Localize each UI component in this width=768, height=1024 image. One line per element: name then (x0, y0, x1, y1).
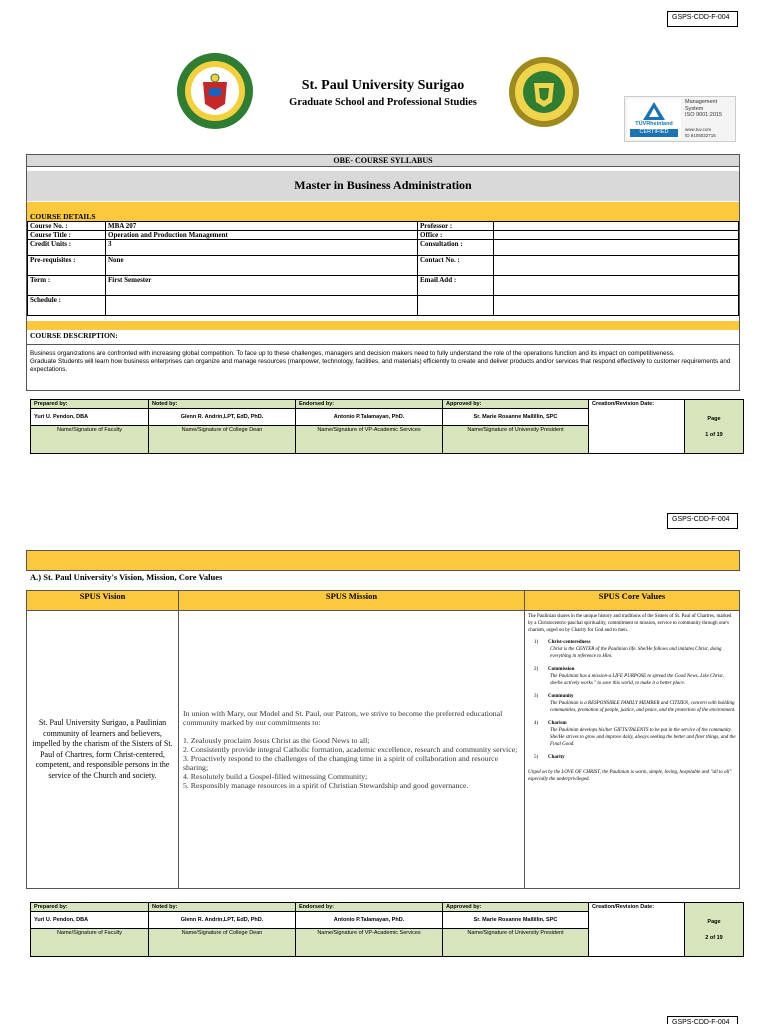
prepared-role: Name/Signature of Faculty (31, 929, 149, 957)
approved-name: Sr. Marie Rosanne Mallillin, SPC (443, 912, 589, 929)
tuv-logo (627, 99, 681, 139)
endorsed-name: Antonio P.Talamayan, PhD. (296, 912, 443, 929)
cert-footer (685, 127, 716, 138)
spus-seal-logo (176, 52, 254, 130)
page-label: Page (707, 415, 721, 422)
prepared-name: Yuri U. Pendon, DBA (31, 912, 149, 929)
core-item-title: Commission (548, 667, 575, 672)
prepared-name: Yuri U. Pendon, DBA (31, 409, 149, 426)
mission-item: 1. Zealously proclaim Jesus Christ as the Good News to all; (183, 736, 370, 745)
revision-label: Creation/Revision Date: (592, 401, 655, 407)
vmv-table (26, 590, 740, 889)
core-item-title: Community (548, 694, 574, 699)
core-item-text: Christ is the CENTER of the Paulinian life. She/He follows and imitates Christ, doing everything in reference to Him. (550, 647, 722, 659)
endorsed-role: Name/Signature of VP-Academic Services (296, 426, 443, 454)
school-name: Graduate School and Professional Studies (289, 97, 477, 108)
signature-table-2 (30, 902, 744, 957)
core-item-text: The Paulinian has a mission-a LIFE PURPOSE to spread the Good News. Like Christ, she/he actively works " to save this world, to make it a better place. (550, 674, 724, 686)
credit-units-label: Credit Units : (28, 240, 106, 256)
office-label: Office : (418, 231, 494, 240)
noted-name: Glenn R. Andrin,LPT, EdD, PhD. (149, 409, 296, 426)
consultation-value (494, 240, 739, 256)
yellow-banner (26, 550, 740, 571)
iso-certification-badge (624, 96, 736, 142)
core-item-title: Charism (548, 721, 567, 726)
endorsed-role: Name/Signature of VP-Academic Services (296, 929, 443, 957)
mission-intro: In union with Mary, our Model and St. Paul, our Patron, we strive to become the preferred educational community marked by our commitments to: (183, 709, 503, 727)
detail-row (28, 222, 739, 231)
revision-date-cell (589, 903, 685, 957)
cert-details (685, 99, 722, 119)
syllabus-title: OBE- COURSE SYLLABUS (27, 155, 739, 167)
blank-label (418, 296, 494, 316)
description-paragraph-2: Graduate Students will learn how business enterprises can organize and manage resources (manpower, technology, facilities, and materials) efficiently to create and deliver products and/or services that respond effectively to customer requirements and expectations. (30, 358, 731, 373)
certified-label: CERTIFIED (630, 129, 678, 137)
yellow-band-top (27, 202, 739, 212)
description-paragraph-1: Business organizations are confronted with increasing global competition. To face up to these challenges, managers and decision makers need to fully understand the role of the operations function and its impact on competitiveness. (30, 350, 675, 357)
tuv-triangle-icon (642, 101, 666, 121)
mission-cell (179, 611, 525, 889)
doc-code-box-3 (667, 1016, 738, 1024)
vision-text: St. Paul University Surigao, a Paulinian community of learners and believers, impelled by the charism of the Sisters of St. Paul of Chartres, form Christ-centered, competent, and responsible persons in the service of the Church and society. (32, 718, 173, 780)
signature-table-1 (30, 399, 744, 454)
approved-label: Approved by: (443, 400, 589, 409)
approved-label: Approved by: (443, 903, 589, 912)
endorsed-label: Endorsed by: (296, 400, 443, 409)
core-values-cell (525, 611, 740, 889)
page-number: 1 of 19 (705, 431, 723, 438)
course-details-heading: COURSE DETAILS (27, 212, 739, 221)
prepared-label: Prepared by: (31, 903, 149, 912)
core-item-num: 2) (534, 667, 539, 672)
header-title-block (250, 78, 516, 108)
email-label: Email Add : (418, 276, 494, 296)
blank-value (494, 296, 739, 316)
course-details-table (27, 221, 739, 316)
detail-row (28, 256, 739, 276)
yellow-band-mid (27, 321, 739, 330)
contact-no-value (494, 256, 739, 276)
endorsed-label: Endorsed by: (296, 903, 443, 912)
doc-code-box-2 (667, 513, 738, 529)
cert-url: www.tuv.com (685, 127, 712, 132)
page-number: 2 of 19 (705, 934, 723, 941)
core-item-text: The Paulinian develops his/her GIFTS/TALENTS to be put in the service of the community. She/He strives to grow and improve daily, always seeking the better and finer things, and the Final Good. (550, 728, 736, 747)
schedule-value (106, 296, 418, 316)
course-description-heading: COURSE DESCRIPTION: (27, 330, 739, 345)
core-item-num: 4) (534, 721, 539, 726)
approved-role: Name/Signature of University President (443, 426, 589, 454)
course-title-value: Operation and Production Management (106, 231, 418, 240)
detail-row (28, 240, 739, 256)
university-name: St. Paul University Surigao (301, 78, 465, 93)
core-item-title: Christ-centeredness (548, 640, 591, 645)
noted-name: Glenn R. Andrin,LPT, EdD, PhD. (149, 912, 296, 929)
credit-units-value: 3 (106, 240, 418, 256)
mission-item: 4. Resolutely build a Gospel-filled witnessing Community; (183, 772, 368, 781)
core-item-text: The Paulinian is a RESPONSIBLE FAMILY MEMBER and CITIZEN, concern with building communities, promotion of people, justice, and peace, and the protection of the environment. (550, 701, 736, 713)
core-values-header: SPUS Core Values (525, 591, 740, 611)
mission-text (183, 709, 520, 790)
core-intro: The Paulinian shares in the unique history and traditions of the Sisters of St. Paul of Chartres, marked by a Christocentric-paschal spirituality, commitment to mission, service to community through one's charism, urged on by Charity for God and to men. (528, 614, 732, 633)
core-item (528, 754, 736, 761)
program-title: Master in Business Administration (27, 171, 739, 201)
doc-code-2: GSPS-CDD-F-004 (672, 516, 730, 523)
cert-line3: ISO 9001:2015 (685, 112, 723, 118)
noted-role: Name/Signature of College Dean (149, 426, 296, 454)
page-cell (685, 903, 744, 957)
prepared-label: Prepared by: (31, 400, 149, 409)
doc-code: GSPS-CDD-F-004 (672, 14, 730, 21)
doc-code-box (667, 11, 738, 27)
cert-line2: System (685, 105, 704, 112)
mission-item: 3. Proactively respond to the challenges of the changing time in a spirit of collaboration and resource sharing; (183, 754, 499, 772)
prerequisites-label: Pre-requisites : (28, 256, 106, 276)
core-item (528, 639, 736, 660)
term-label: Term : (28, 276, 106, 296)
course-no-label: Course No. : (28, 222, 106, 231)
course-description (30, 350, 736, 374)
course-title-label: Course Title : (28, 231, 106, 240)
professor-label: Professor : (418, 222, 494, 231)
core-item-title: Charity (548, 755, 565, 760)
mission-item: 5. Responsibly manage resources in a spirit of Christian Stewardship and good governance. (183, 781, 469, 790)
contact-no-label: Contact No. : (418, 256, 494, 276)
core-item-num: 1) (534, 640, 539, 645)
cert-id: ID 9105032716 (685, 132, 716, 138)
tuv-brand: TÜVRheinland (635, 121, 673, 127)
syllabus-frame (26, 154, 740, 391)
email-value (494, 276, 739, 296)
core-item (528, 693, 736, 714)
noted-role: Name/Signature of College Dean (149, 929, 296, 957)
prerequisites-value: None (106, 256, 418, 276)
vision-header: SPUS Vision (27, 591, 179, 611)
gsps-seal-logo (508, 56, 580, 128)
term-value: First Semester (106, 276, 418, 296)
doc-code-3: GSPS-CDD-F-004 (672, 1019, 730, 1024)
professor-value (494, 222, 739, 231)
page-label: Page (707, 918, 721, 925)
approved-name: Sr. Marie Rosanne Mallillin, SPC (443, 409, 589, 426)
detail-row (28, 296, 739, 316)
office-value (494, 231, 739, 240)
core-item-num: 3) (534, 694, 539, 699)
detail-row (28, 276, 739, 296)
revision-date-cell (589, 400, 685, 454)
mission-header: SPUS Mission (179, 591, 525, 611)
core-item (528, 720, 736, 748)
endorsed-name: Antonio P.Talamayan, PhD. (296, 409, 443, 426)
vmv-heading: A.) St. Paul University's Vision, Mission, Core Values (30, 572, 223, 582)
core-item-num: 5) (534, 755, 539, 760)
cert-line1: Management (685, 99, 718, 105)
vision-cell (27, 611, 179, 889)
core-outro: Urged on by the LOVE OF CHRIST, the Paulinian is warm, simple, loving, hospitable and "all to all" especially the underprivileged. (528, 770, 732, 782)
approved-role: Name/Signature of University President (443, 929, 589, 957)
revision-label: Creation/Revision Date: (592, 904, 655, 910)
course-no-value: MBA 207 (106, 222, 418, 231)
noted-label: Noted by: (149, 400, 296, 409)
core-item (528, 666, 736, 687)
consultation-label: Consultation : (418, 240, 494, 256)
prepared-role: Name/Signature of Faculty (31, 426, 149, 454)
detail-row (28, 231, 739, 240)
schedule-label: Schedule : (28, 296, 106, 316)
noted-label: Noted by: (149, 903, 296, 912)
mission-item: 2. Consistently provide integral Catholic formation, academic excellence, research and community service; (183, 745, 518, 754)
page-cell (685, 400, 744, 454)
